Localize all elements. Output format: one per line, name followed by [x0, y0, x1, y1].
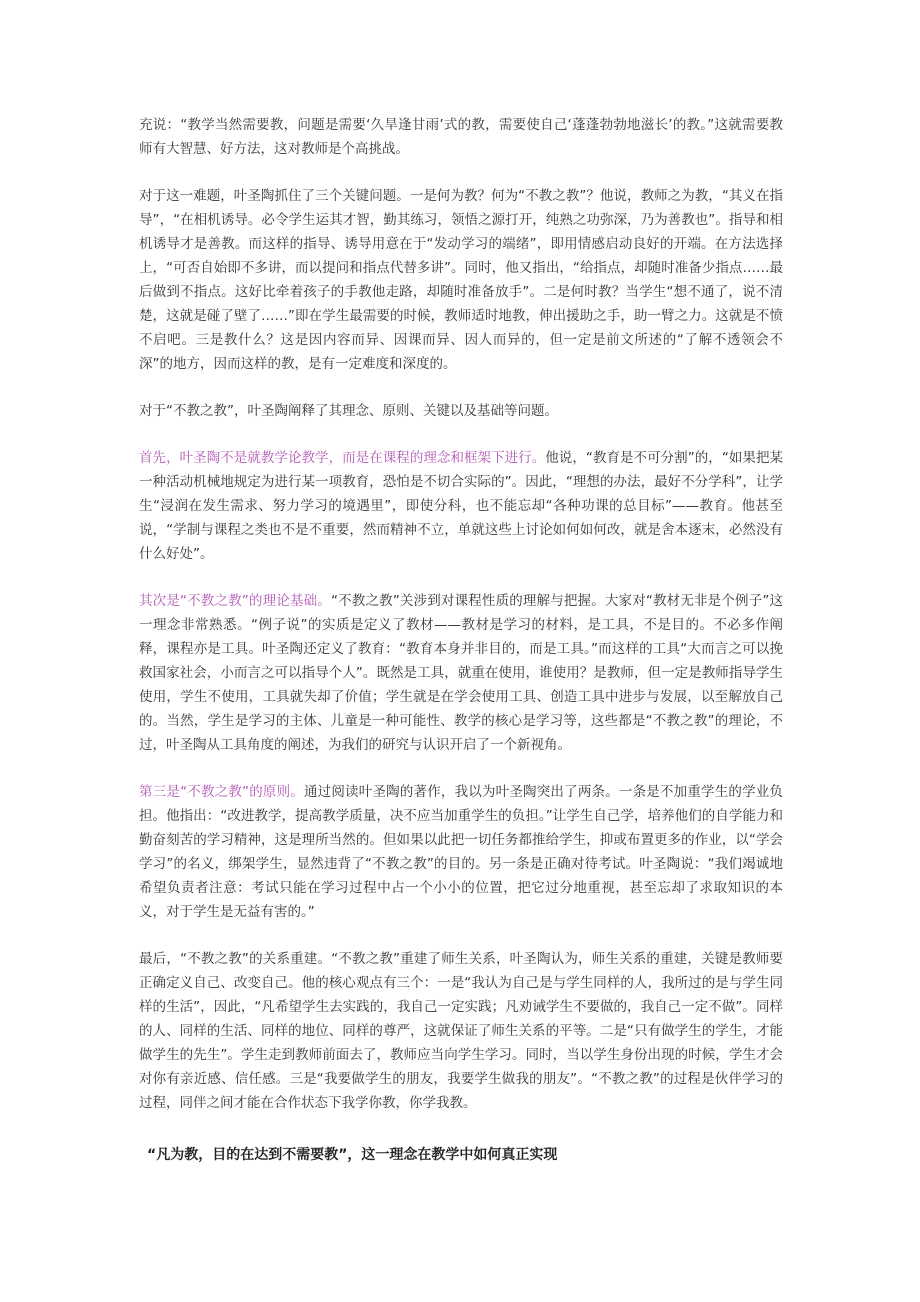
paragraph-text: 最后，“不教之教”的关系重建。“不教之教”重建了师生关系，叶圣陶认为，师生关系的重建，关键是教师要正确定义自己、改变自己。他的核心观点有三个：一是“我认为自己是与学生同样的人，我所过的是与学生同样的生活”，因此，“凡希望学生去实践的，我自己一定实践；凡劝诫学生不要做的，我自己一定不做”。同样的人、同样的生活、同样的地位、同样的尊严，这就保证了师生关系的平等。二是“只有做学生的学生，才能做学生的先生”。学生走到教师前面去了，教师应当向学生学习。同时，当以学生身份出现的时候，学生才会对你有亲近感、信任感。三是“我要做学生的朋友，我要学生做我的朋友”。“不教之教”的过程是伙伴学习的过程，同伴之间才能在合作状态下我学你教，你学我教。 [139, 951, 783, 1111]
paragraph-lead: 其次是“不教之教”的理论基础。 [139, 593, 331, 609]
paragraph-lead: 第三是“不教之教”的原则。 [139, 784, 304, 800]
paragraph-text: 通过阅读叶圣陶的著作，我以为叶圣陶突出了两条。一条是不加重学生的学业负担。他指出：“改进教学，提高教学质量，决不应当加重学生的负担。”让学生自己学，培养他们的自学能力和勤奋刻苦的学习精神，这是理所当然的。但如果以此把一切任务都推给学生，抑或布置更多的作业，以“学会学习”的名义，绑架学生，显然违背了“不教之教”的目的。另一条是正确对待考试。叶圣陶说：“我们竭诚地希望负责者注意：考试只能在学习过程中占一个小小的位置，把它过分地重视，甚至忘却了求取知识的本义，对于学生是无益有害的。” [139, 784, 783, 920]
paragraph-1 [139, 113, 783, 161]
paragraph-6 [139, 780, 783, 924]
paragraph-4 [139, 446, 783, 566]
paragraph-text: 他说，“教育是不可分割”的，“如果把某一种活动机械地规定为进行某一项教育，恐怕是不切合实际的”。因此，“理想的办法，最好不分学科”，让学生“浸润在发生需求、努力学习的境遇里”，即使分科，也不能忘却“各种功课的总目标”——教育。他甚至说，“学制与课程之类也不是不重要，然而精神不立，单就这些上讨论如何如何改，就是舍本逐末，必然没有什么好处”。 [139, 450, 784, 562]
paragraph-text: 充说：“教学当然需要教，问题是需要‘久旱逢甘雨’式的教，需要使自己‘蓬蓬勃勃地滋长’的教。”这就需要教师有大智慧、好方法，这对教师是个高挑战。 [139, 117, 783, 157]
article-body [139, 113, 783, 1167]
paragraph-lead: 首先，叶圣陶不是就教学论教学，而是在课程的理念和框架下进行。 [139, 450, 546, 466]
paragraph-5 [139, 589, 783, 757]
section-heading: “凡为教，目的在达到不需要教”，这一理念在教学中如何真正实现 [147, 1147, 558, 1163]
paragraph-text: 对于这一难题，叶圣陶抓住了三个关键问题。一是何为教？何为“不教之教”？他说，教师之为教，“其义在指导”，“在相机诱导。必令学生运其才智，勤其练习，领悟之源打开，纯熟之功弥深，乃为善教也”。指导和相机诱导才是善教。而这样的指导、诱导用意在于“发动学习的端绪”，即用情感启动良好的开端。在方法选择上，“可否自始即不多讲，而以提问和指点代替多讲”。同时，他又指出，“给指点，却随时准备少指点……最后做到不指点。这好比牵着孩子的手教他走路，却随时准备放手”。二是何时教？当学生“想不通了，说不清楚，这就是碰了壁了……”即在学生最需要的时候，教师适时地教，伸出援助之手，助一臂之力。这就是不愤不启吧。三是教什么？这是因内容而异、因课而异、因人而异的，但一定是前文所述的“了解不透领会不深”的地方，因而这样的教，是有一定难度和深度的。 [139, 188, 783, 372]
paragraph-7 [139, 947, 783, 1115]
paragraph-2 [139, 184, 783, 376]
paragraph-text: “不教之教”关涉到对课程性质的理解与把握。大家对“教材无非是个例子”这一理念非常熟悉。“例子说”的实质是定义了教材——教材是学习的材料，是工具，不是目的。不必多作阐释，课程亦是工具。叶圣陶还定义了教育：“教育本身并非目的，而是工具。”而这样的工具“大而言之可以挽救国家社会，小而言之可以指导个人”。既然是工具，就重在使用，谁使用？是教师，但一定是教师指导学生使用，学生不使用，工具就失却了价值；学生就是在学会使用工具、创造工具中进步与发展，以至解放自己的。当然，学生是学习的主体、儿童是一种可能性、教学的核心是学习等，这些都是“不教之教”的理论，不过，叶圣陶从工具角度的阐述，为我们的研究与认识开启了一个新视角。 [139, 593, 783, 753]
paragraph-text: 对于“不教之教”，叶圣陶阐释了其理念、原则、关键以及基础等问题。 [139, 403, 558, 419]
paragraph-3 [139, 399, 783, 423]
